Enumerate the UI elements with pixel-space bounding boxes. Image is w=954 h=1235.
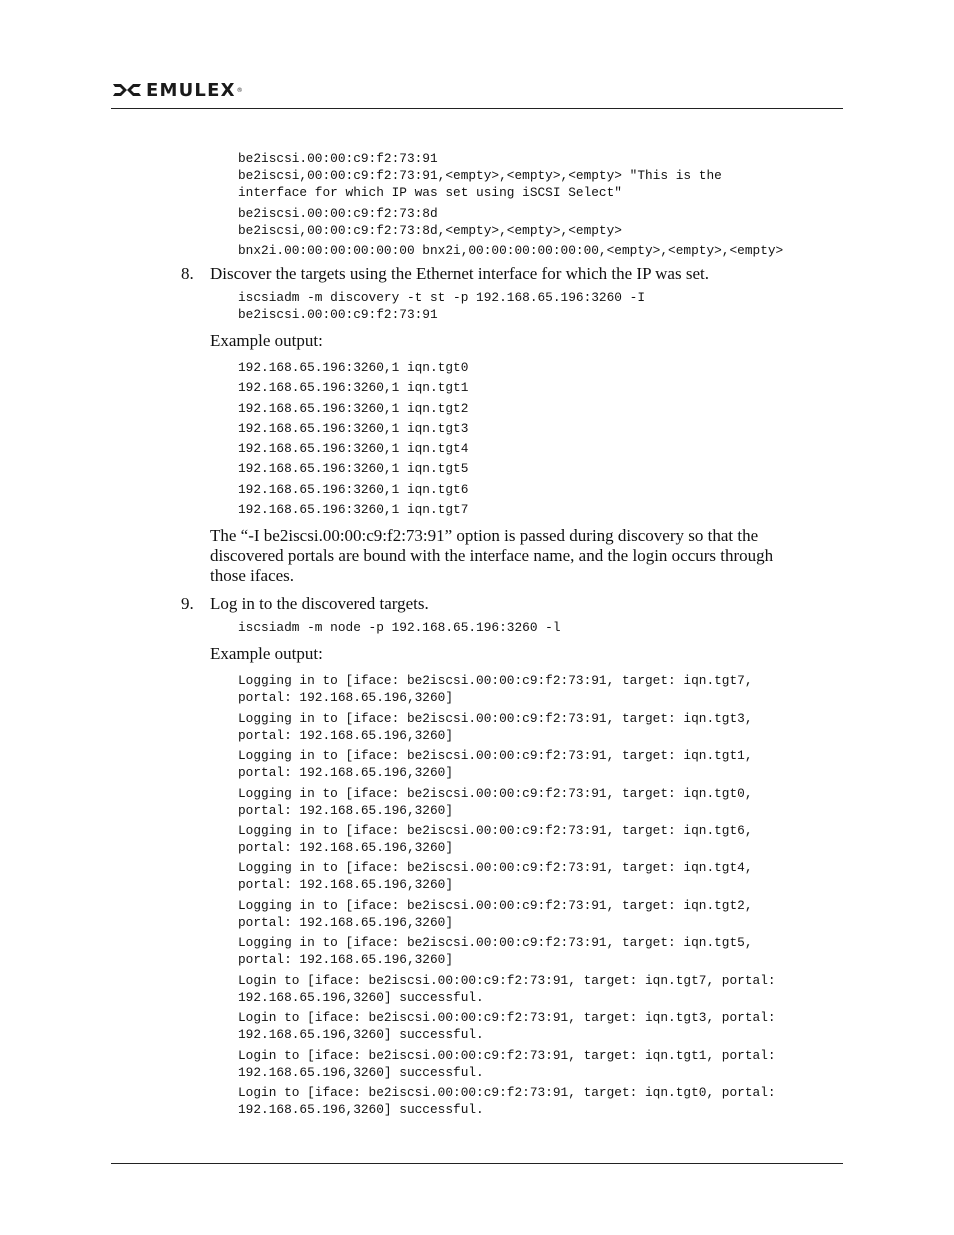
login-output-entry: Login to [iface: be2iscsi.00:00:c9:f2:73:91, target: iqn.tgt1, portal: 192.168.65.196,3260] successful. bbox=[238, 1048, 776, 1080]
discovery-output-line: 192.168.65.196:3260,1 iqn.tgt6 bbox=[238, 482, 469, 497]
login-output-entry: Logging in to [iface: be2iscsi.00:00:c9:f2:73:91, target: iqn.tgt6, portal: 192.168.65.196,3260] bbox=[238, 823, 753, 855]
brand-name: EMULEX bbox=[146, 79, 236, 101]
step-9-text: Log in to the discovered targets. bbox=[210, 594, 429, 613]
login-output-entry: Login to [iface: be2iscsi.00:00:c9:f2:73:91, target: iqn.tgt0, portal: 192.168.65.196,3260] successful. bbox=[238, 1085, 776, 1117]
iface-line: be2iscsi.00:00:c9:f2:73:91 bbox=[238, 151, 438, 166]
login-output-entry: Logging in to [iface: be2iscsi.00:00:c9:f2:73:91, target: iqn.tgt3, portal: 192.168.65.196,3260] bbox=[238, 711, 753, 743]
step-8-number: 8. bbox=[181, 264, 194, 283]
login-output-entry: Logging in to [iface: be2iscsi.00:00:c9:f2:73:91, target: iqn.tgt1, portal: 192.168.65.196,3260] bbox=[238, 748, 753, 780]
discovery-output-line: 192.168.65.196:3260,1 iqn.tgt5 bbox=[238, 461, 469, 476]
step-8-text: Discover the targets using the Ethernet interface for which the IP was set. bbox=[210, 264, 709, 283]
iface-line: bnx2i.00:00:00:00:00:00 bnx2i,00:00:00:00:00:00,<empty>,<empty>,<empty> bbox=[238, 243, 784, 258]
emulex-mark-icon bbox=[112, 82, 142, 98]
discovery-output-line: 192.168.65.196:3260,1 iqn.tgt1 bbox=[238, 380, 469, 395]
step-9-command: iscsiadm -m node -p 192.168.65.196:3260 -l bbox=[238, 620, 561, 635]
discovery-output-line: 192.168.65.196:3260,1 iqn.tgt2 bbox=[238, 401, 469, 416]
step-8-command: iscsiadm -m discovery -t st -p 192.168.65.196:3260 -I be2iscsi.00:00:c9:f2:73:91 bbox=[238, 290, 646, 322]
emulex-logo bbox=[112, 80, 243, 100]
login-output-entry: Logging in to [iface: be2iscsi.00:00:c9:f2:73:91, target: iqn.tgt7, portal: 192.168.65.196,3260] bbox=[238, 673, 753, 705]
trademark: ® bbox=[236, 86, 243, 94]
example-output-label: Example output: bbox=[210, 331, 323, 350]
step-9-number: 9. bbox=[181, 594, 194, 613]
header-rule bbox=[111, 108, 843, 109]
discovery-output-line: 192.168.65.196:3260,1 iqn.tgt4 bbox=[238, 441, 469, 456]
discovery-output-line: 192.168.65.196:3260,1 iqn.tgt0 bbox=[238, 360, 469, 375]
login-output-entry: Logging in to [iface: be2iscsi.00:00:c9:f2:73:91, target: iqn.tgt5, portal: 192.168.65.196,3260] bbox=[238, 935, 753, 967]
iface-line: be2iscsi.00:00:c9:f2:73:8d bbox=[238, 206, 438, 221]
login-output-entry: Logging in to [iface: be2iscsi.00:00:c9:f2:73:91, target: iqn.tgt2, portal: 192.168.65.196,3260] bbox=[238, 898, 753, 930]
discovery-note: The “-I be2iscsi.00:00:c9:f2:73:91” option is passed during discovery so that the discovered portals are bound with the interface name, and the login occurs through those ifaces. bbox=[210, 526, 774, 585]
footer-rule bbox=[111, 1163, 843, 1164]
login-output-entry: Login to [iface: be2iscsi.00:00:c9:f2:73:91, target: iqn.tgt7, portal: 192.168.65.196,3260] successful. bbox=[238, 973, 776, 1005]
login-output-entry: Logging in to [iface: be2iscsi.00:00:c9:f2:73:91, target: iqn.tgt4, portal: 192.168.65.196,3260] bbox=[238, 860, 753, 892]
iface-line: be2iscsi,00:00:c9:f2:73:91,<empty>,<empty>,<empty> "This is the interface for which IP was set using iSCSI Select" bbox=[238, 168, 722, 200]
login-output-entry: Login to [iface: be2iscsi.00:00:c9:f2:73:91, target: iqn.tgt3, portal: 192.168.65.196,3260] successful. bbox=[238, 1010, 776, 1042]
discovery-output-line: 192.168.65.196:3260,1 iqn.tgt7 bbox=[238, 502, 469, 517]
discovery-output-line: 192.168.65.196:3260,1 iqn.tgt3 bbox=[238, 421, 469, 436]
iface-line: be2iscsi,00:00:c9:f2:73:8d,<empty>,<empty>,<empty> bbox=[238, 223, 622, 238]
example-output-label: Example output: bbox=[210, 644, 323, 663]
login-output-entry: Logging in to [iface: be2iscsi.00:00:c9:f2:73:91, target: iqn.tgt0, portal: 192.168.65.196,3260] bbox=[238, 786, 753, 818]
